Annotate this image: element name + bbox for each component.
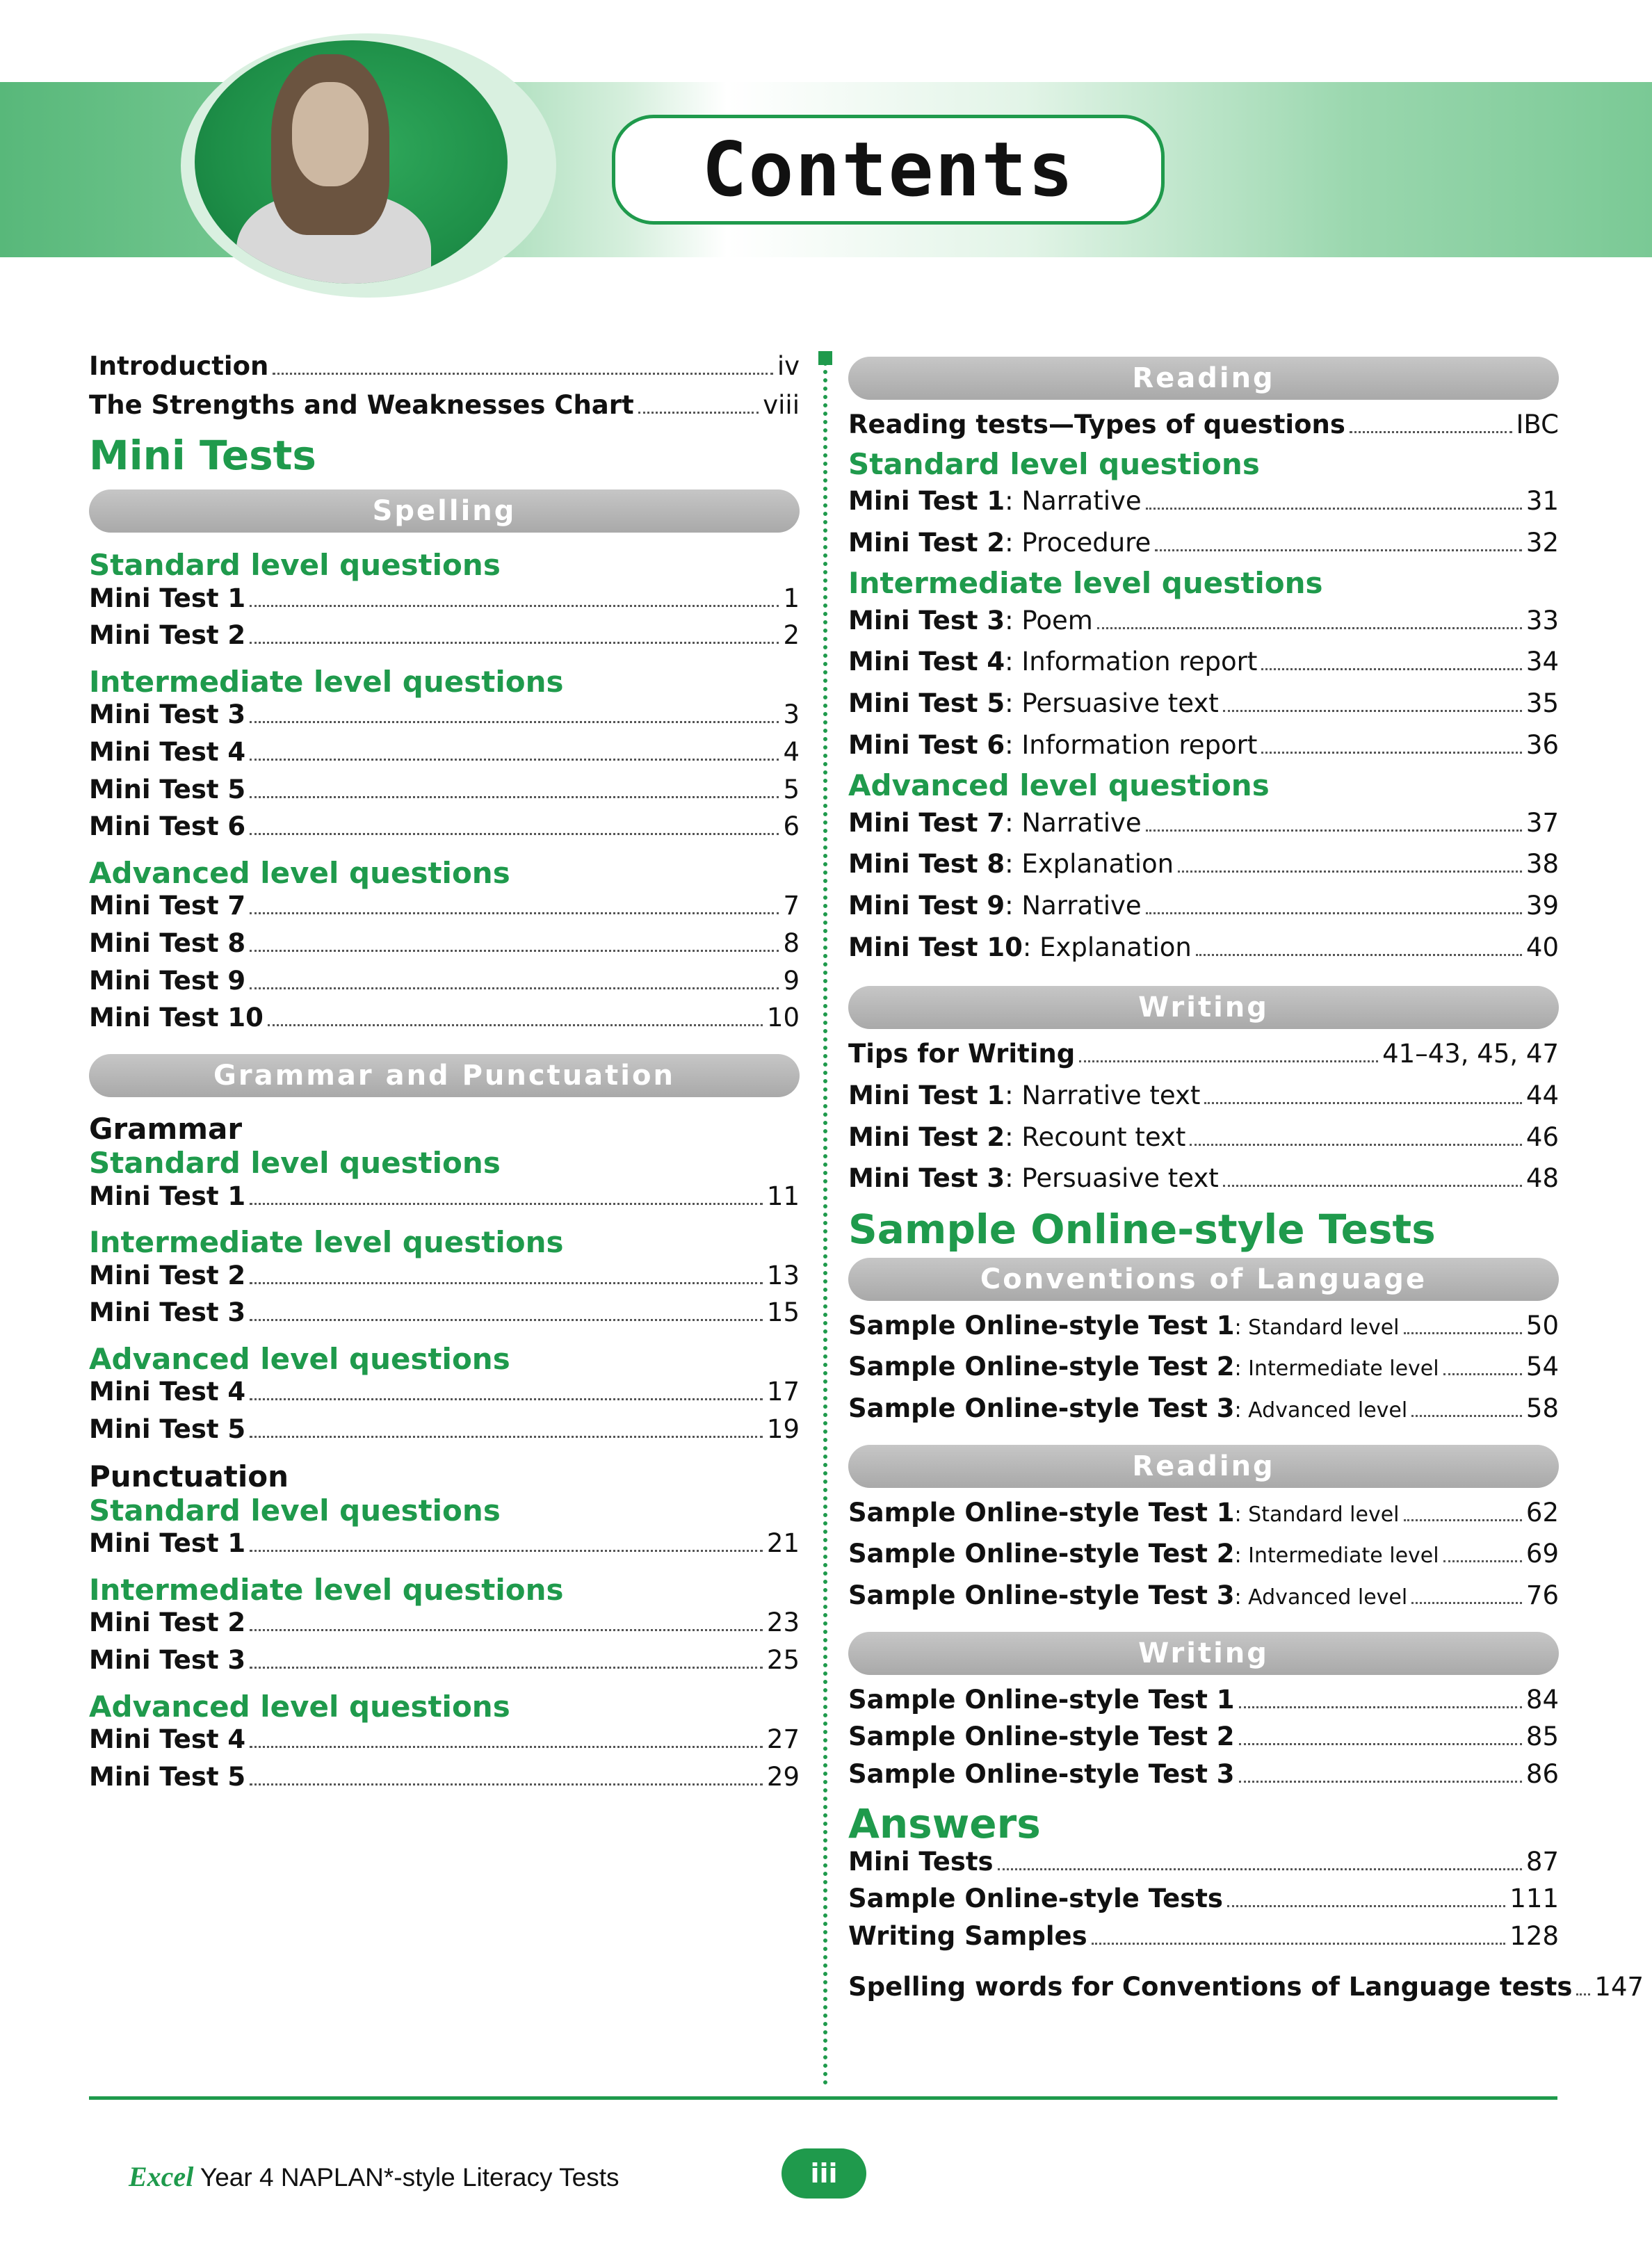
entry-subtitle: : Advanced level bbox=[1234, 1585, 1408, 1610]
leader-dots bbox=[1404, 1519, 1522, 1521]
pill-grammar-punctuation: Grammar and Punctuation bbox=[89, 1054, 800, 1097]
entry-page: 76 bbox=[1525, 1580, 1559, 1611]
leader-dots bbox=[1190, 1144, 1522, 1146]
section-title-answers: Answers bbox=[848, 1799, 1041, 1847]
toc-entry[interactable] bbox=[848, 1163, 1559, 1194]
entry-page: 62 bbox=[1525, 1497, 1559, 1528]
leader-dots bbox=[1223, 710, 1522, 712]
toc-entry[interactable] bbox=[848, 1884, 1559, 1914]
entry-page: 11 bbox=[766, 1181, 800, 1211]
leader-dots bbox=[250, 912, 779, 914]
entry-label: Mini Test 3 bbox=[89, 699, 246, 730]
leader-dots bbox=[1261, 752, 1522, 754]
leader-dots bbox=[1443, 1373, 1522, 1375]
leader-dots bbox=[1239, 1743, 1522, 1745]
page-title-box bbox=[612, 115, 1165, 225]
entry-page: 37 bbox=[1525, 807, 1559, 838]
level-heading: Advanced level questions bbox=[89, 1341, 510, 1376]
entry-label: Spelling words for Conventions of Language tests bbox=[848, 1972, 1573, 2002]
leader-dots bbox=[250, 1398, 763, 1400]
leader-dots bbox=[1146, 912, 1522, 914]
entry-page: 87 bbox=[1525, 1846, 1559, 1877]
leader-dots bbox=[1155, 549, 1522, 551]
entry-label: Sample Online-style Test 3 bbox=[848, 1759, 1235, 1790]
leader-dots bbox=[1411, 1602, 1522, 1604]
toc-entry[interactable] bbox=[848, 1722, 1559, 1752]
toc-entry[interactable] bbox=[848, 1498, 1559, 1528]
leader-dots bbox=[1227, 1905, 1505, 1907]
entry-subtitle: : Recount text bbox=[1005, 1122, 1186, 1152]
entry-page: 36 bbox=[1525, 729, 1559, 760]
toc-entry[interactable] bbox=[89, 891, 800, 921]
leader-dots bbox=[638, 412, 759, 414]
entry-label: Mini Test 1 bbox=[848, 486, 1005, 517]
entry-page: 35 bbox=[1525, 688, 1559, 719]
toc-entry[interactable] bbox=[89, 390, 800, 421]
entry-page: 31 bbox=[1525, 486, 1559, 517]
entry-page: 21 bbox=[766, 1528, 800, 1559]
leader-dots bbox=[1411, 1415, 1522, 1417]
level-heading: Intermediate level questions bbox=[848, 566, 1323, 601]
entry-label: Sample Online-style Test 2 bbox=[848, 1539, 1235, 1569]
entry-page: 23 bbox=[766, 1608, 800, 1638]
toc-entry[interactable] bbox=[848, 1393, 1559, 1424]
entry-label: Mini Test 4 bbox=[848, 647, 1005, 677]
toc-entry[interactable] bbox=[848, 1352, 1559, 1382]
entry-label: Mini Test 4 bbox=[89, 1377, 246, 1407]
entry-label: Mini Test 4 bbox=[89, 736, 246, 767]
toc-entry[interactable] bbox=[848, 1539, 1559, 1569]
leader-dots bbox=[1092, 1943, 1506, 1945]
toc-entry[interactable] bbox=[848, 1759, 1559, 1790]
entry-label: Mini Test 4 bbox=[89, 1724, 246, 1755]
entry-label: The Strengths and Weaknesses Chart bbox=[89, 389, 634, 420]
entry-label: Mini Test 5 bbox=[848, 688, 1005, 719]
toc-entry[interactable] bbox=[89, 1724, 800, 1755]
toc-entry[interactable] bbox=[89, 583, 800, 614]
section-title-mini-tests: Mini Tests bbox=[89, 432, 316, 480]
entry-label: Sample Online-style Test 1 bbox=[848, 1310, 1235, 1341]
subheading-punctuation: Punctuation bbox=[89, 1459, 289, 1493]
entry-label: Sample Online-style Test 3 bbox=[848, 1580, 1235, 1611]
entry-label: Mini Test 2 bbox=[848, 1122, 1005, 1152]
entry-label: Tips for Writing bbox=[848, 1039, 1076, 1069]
entry-label: Mini Test 2 bbox=[89, 620, 246, 651]
entry-page: 8 bbox=[783, 928, 800, 958]
leader-dots bbox=[250, 833, 779, 835]
entry-page: 32 bbox=[1525, 527, 1559, 558]
leader-dots bbox=[273, 373, 772, 375]
entry-label: Mini Test 1 bbox=[89, 1528, 246, 1559]
pill-sample-writing: Writing bbox=[848, 1632, 1559, 1675]
entry-label: Mini Test 7 bbox=[848, 807, 1005, 838]
entry-label: Mini Test 10 bbox=[848, 932, 1023, 962]
entry-subtitle: : Intermediate level bbox=[1234, 1357, 1439, 1382]
leader-dots bbox=[1146, 508, 1522, 510]
entry-subtitle: : Narrative bbox=[1005, 486, 1142, 517]
leader-dots bbox=[250, 950, 779, 952]
toc-entry[interactable] bbox=[848, 1039, 1559, 1069]
entry-page: 38 bbox=[1525, 849, 1559, 880]
subheading-grammar: Grammar bbox=[89, 1111, 243, 1146]
leader-dots bbox=[1146, 829, 1522, 832]
toc-entry[interactable] bbox=[89, 966, 800, 996]
entry-label: Mini Test 6 bbox=[89, 811, 246, 842]
level-heading: Intermediate level questions bbox=[89, 1225, 564, 1260]
footer-brand: Excel bbox=[129, 2161, 194, 2192]
entry-page: 85 bbox=[1525, 1722, 1559, 1752]
entry-subtitle: : Persuasive text bbox=[1005, 1163, 1219, 1194]
leader-dots bbox=[1261, 668, 1522, 670]
entry-page: 33 bbox=[1525, 605, 1559, 635]
toc-entry[interactable] bbox=[89, 1608, 800, 1638]
entry-page: 5 bbox=[783, 774, 800, 804]
footer-book-title: Year 4 NAPLAN*-style Literacy Tests bbox=[193, 2163, 620, 2192]
entry-page: 39 bbox=[1525, 891, 1559, 921]
entry-page: 29 bbox=[766, 1761, 800, 1792]
toc-entry[interactable] bbox=[848, 849, 1559, 880]
toc-entry[interactable] bbox=[848, 808, 1559, 839]
pill-reading: Reading bbox=[848, 357, 1559, 400]
entry-page: 50 bbox=[1525, 1310, 1559, 1341]
entry-page: 3 bbox=[783, 699, 800, 730]
entry-label: Mini Test 9 bbox=[848, 891, 1005, 921]
entry-label: Sample Online-style Test 1 bbox=[848, 1684, 1235, 1715]
entry-label: Mini Test 1 bbox=[89, 583, 246, 613]
toc-entry[interactable] bbox=[89, 1377, 800, 1407]
level-heading: Standard level questions bbox=[89, 1146, 501, 1181]
toc-entry[interactable] bbox=[848, 1580, 1559, 1611]
toc-entry[interactable] bbox=[89, 1528, 800, 1559]
entry-subtitle: : Explanation bbox=[1005, 849, 1174, 880]
toc-entry[interactable] bbox=[848, 1921, 1559, 1952]
entry-page: IBC bbox=[1516, 410, 1559, 439]
entry-subtitle: : Procedure bbox=[1005, 527, 1151, 558]
leader-dots bbox=[250, 987, 779, 989]
level-heading: Advanced level questions bbox=[89, 1689, 510, 1724]
leader-dots bbox=[250, 642, 779, 644]
toc-entry[interactable] bbox=[89, 351, 800, 382]
toc-entry[interactable] bbox=[848, 1972, 1644, 2002]
leader-dots bbox=[1443, 1560, 1522, 1562]
toc-entry[interactable] bbox=[848, 1122, 1559, 1153]
toc-entry[interactable] bbox=[848, 410, 1559, 440]
page-number-badge: iii bbox=[782, 2148, 866, 2199]
level-heading: Standard level questions bbox=[89, 1493, 501, 1528]
entry-page: 25 bbox=[766, 1644, 800, 1675]
leader-dots bbox=[1239, 1706, 1522, 1708]
toc-entry[interactable] bbox=[848, 730, 1559, 761]
leader-dots bbox=[250, 1629, 763, 1631]
entry-page: 48 bbox=[1525, 1163, 1559, 1194]
toc-entry[interactable] bbox=[89, 1414, 800, 1445]
toc-entry[interactable] bbox=[848, 528, 1559, 558]
pill-sample-reading: Reading bbox=[848, 1445, 1559, 1488]
entry-label: Sample Online-style Test 2 bbox=[848, 1722, 1235, 1752]
toc-entry[interactable] bbox=[89, 699, 800, 730]
leader-dots bbox=[250, 721, 779, 723]
entry-label: Mini Test 5 bbox=[89, 1414, 246, 1444]
entry-label: Mini Test 5 bbox=[89, 774, 246, 804]
toc-entry[interactable] bbox=[89, 1297, 800, 1328]
level-heading: Intermediate level questions bbox=[89, 664, 564, 699]
entry-subtitle: : Narrative bbox=[1005, 807, 1142, 838]
pill-writing: Writing bbox=[848, 986, 1559, 1029]
toc-entry[interactable] bbox=[848, 486, 1559, 517]
leader-dots bbox=[1404, 1332, 1522, 1334]
entry-subtitle: : Intermediate level bbox=[1234, 1544, 1439, 1569]
entry-page: 69 bbox=[1525, 1539, 1559, 1569]
toc-entry[interactable] bbox=[89, 737, 800, 768]
entry-page: 13 bbox=[766, 1260, 800, 1290]
toc-entry[interactable] bbox=[848, 606, 1559, 636]
entry-label: Mini Test 2 bbox=[89, 1260, 246, 1290]
leader-dots bbox=[250, 605, 779, 607]
entry-label: Mini Test 3 bbox=[848, 1163, 1005, 1194]
entry-label: Mini Tests bbox=[848, 1846, 994, 1877]
leader-dots bbox=[268, 1024, 763, 1026]
leader-dots bbox=[250, 1783, 763, 1786]
entry-page: 41–43, 45, 47 bbox=[1382, 1039, 1559, 1069]
level-heading: Advanced level questions bbox=[89, 855, 510, 890]
entry-subtitle: : Advanced level bbox=[1234, 1398, 1408, 1423]
leader-dots bbox=[250, 1203, 763, 1205]
entry-subtitle: : Narrative bbox=[1005, 891, 1142, 921]
leader-dots bbox=[1097, 627, 1522, 629]
entry-page: 15 bbox=[766, 1297, 800, 1328]
toc-entry[interactable] bbox=[848, 1847, 1559, 1877]
toc-entry[interactable] bbox=[848, 1080, 1559, 1111]
entry-page: iv bbox=[777, 351, 800, 381]
column-divider bbox=[823, 362, 827, 2086]
entry-label: Mini Test 1 bbox=[89, 1181, 246, 1211]
leader-dots bbox=[1223, 1185, 1522, 1187]
entry-label: Mini Test 10 bbox=[89, 1003, 264, 1033]
leader-dots bbox=[250, 1550, 763, 1552]
entry-page: viii bbox=[763, 389, 800, 420]
entry-page: 54 bbox=[1525, 1352, 1559, 1382]
entry-subtitle: : Information report bbox=[1005, 647, 1258, 677]
footer-rule bbox=[89, 2096, 1557, 2100]
entry-label: Mini Test 2 bbox=[848, 527, 1005, 558]
entry-page: 7 bbox=[783, 891, 800, 921]
entry-page: 40 bbox=[1525, 932, 1559, 962]
entry-label: Mini Test 2 bbox=[89, 1608, 246, 1638]
entry-page: 1 bbox=[783, 583, 800, 613]
entry-label: Mini Test 3 bbox=[89, 1644, 246, 1675]
toc-entry[interactable] bbox=[89, 620, 800, 651]
entry-subtitle: : Persuasive text bbox=[1005, 688, 1219, 719]
entry-subtitle: : Standard level bbox=[1234, 1315, 1400, 1340]
level-heading: Standard level questions bbox=[848, 446, 1260, 481]
toc-entry[interactable] bbox=[89, 1003, 800, 1033]
entry-label: Mini Test 3 bbox=[848, 605, 1005, 635]
section-title-sample-tests: Sample Online-style Tests bbox=[848, 1206, 1436, 1254]
page-title: Contents bbox=[702, 126, 1075, 213]
toc-entry[interactable] bbox=[848, 647, 1559, 677]
toc-entry[interactable] bbox=[848, 932, 1559, 963]
leader-dots bbox=[250, 1667, 763, 1669]
entry-page: 58 bbox=[1525, 1393, 1559, 1424]
leader-dots bbox=[250, 759, 779, 761]
toc-entry[interactable] bbox=[89, 1645, 800, 1676]
entry-page: 34 bbox=[1525, 647, 1559, 677]
level-heading: Intermediate level questions bbox=[89, 1572, 564, 1607]
entry-subtitle: : Narrative text bbox=[1005, 1080, 1201, 1111]
leader-dots bbox=[1178, 871, 1522, 873]
entry-page: 147 bbox=[1594, 1972, 1644, 2002]
entry-label: Mini Test 8 bbox=[848, 849, 1005, 880]
footer-title bbox=[129, 2160, 619, 2193]
entry-label: Sample Online-style Test 2 bbox=[848, 1352, 1235, 1382]
entry-subtitle: : Information report bbox=[1005, 729, 1258, 760]
entry-label: Mini Test 1 bbox=[848, 1080, 1005, 1111]
entry-label: Sample Online-style Test 1 bbox=[848, 1497, 1235, 1528]
leader-dots bbox=[998, 1868, 1522, 1870]
entry-label: Mini Test 3 bbox=[89, 1297, 246, 1328]
entry-label: Introduction bbox=[89, 351, 269, 381]
leader-dots bbox=[1576, 1993, 1590, 1995]
entry-page: 27 bbox=[766, 1724, 800, 1755]
photo-face-shape bbox=[292, 82, 369, 186]
student-photo bbox=[195, 40, 508, 284]
entry-page: 86 bbox=[1525, 1759, 1559, 1790]
entry-page: 46 bbox=[1525, 1122, 1559, 1152]
right-column bbox=[848, 351, 1644, 2002]
leader-dots bbox=[1196, 954, 1522, 956]
leader-dots bbox=[250, 1319, 763, 1321]
leader-dots bbox=[250, 1746, 763, 1748]
leader-dots bbox=[1079, 1060, 1378, 1062]
entry-page: 111 bbox=[1509, 1884, 1559, 1914]
entry-subtitle: : Standard level bbox=[1234, 1502, 1400, 1527]
toc-entry[interactable] bbox=[89, 928, 800, 959]
entry-page: 44 bbox=[1525, 1080, 1559, 1111]
entry-page: 4 bbox=[783, 736, 800, 767]
level-heading: Standard level questions bbox=[89, 548, 501, 583]
level-heading: Advanced level questions bbox=[848, 768, 1270, 803]
leader-dots bbox=[1239, 1781, 1522, 1783]
pill-spelling: Spelling bbox=[89, 489, 800, 533]
entry-page: 17 bbox=[766, 1377, 800, 1407]
entry-label: Sample Online-style Test 3 bbox=[848, 1393, 1235, 1424]
entry-label: Reading tests—Types of questions bbox=[848, 410, 1345, 439]
left-column bbox=[89, 351, 800, 1792]
leader-dots bbox=[250, 796, 779, 798]
entry-label: Mini Test 8 bbox=[89, 928, 246, 958]
entry-page: 128 bbox=[1509, 1920, 1559, 1951]
leader-dots bbox=[1204, 1102, 1521, 1104]
entry-label: Sample Online-style Tests bbox=[848, 1884, 1223, 1914]
pill-conventions: Conventions of Language bbox=[848, 1258, 1559, 1301]
toc-entry[interactable] bbox=[848, 1311, 1559, 1341]
toc-entry[interactable] bbox=[89, 1181, 800, 1212]
toc-entry[interactable] bbox=[848, 891, 1559, 921]
entry-page: 2 bbox=[783, 620, 800, 651]
entry-page: 6 bbox=[783, 811, 800, 842]
entry-label: Mini Test 6 bbox=[848, 729, 1005, 760]
entry-label: Writing Samples bbox=[848, 1920, 1087, 1951]
leader-dots bbox=[250, 1436, 763, 1438]
leader-dots bbox=[1350, 431, 1512, 433]
toc-entry[interactable] bbox=[89, 811, 800, 842]
leader-dots bbox=[250, 1282, 763, 1284]
toc-entry[interactable] bbox=[89, 1261, 800, 1291]
entry-page: 84 bbox=[1525, 1684, 1559, 1715]
toc-entry[interactable] bbox=[89, 775, 800, 805]
entry-label: Mini Test 7 bbox=[89, 891, 246, 921]
toc-entry[interactable] bbox=[848, 688, 1559, 719]
entry-page: 9 bbox=[783, 965, 800, 996]
entry-label: Mini Test 9 bbox=[89, 965, 246, 996]
entry-page: 10 bbox=[766, 1003, 800, 1033]
entry-subtitle: : Poem bbox=[1005, 605, 1093, 635]
entry-page: 19 bbox=[766, 1414, 800, 1444]
toc-entry[interactable] bbox=[848, 1685, 1559, 1715]
entry-label: Mini Test 5 bbox=[89, 1761, 246, 1792]
entry-subtitle: : Explanation bbox=[1022, 932, 1192, 962]
toc-entry[interactable] bbox=[89, 1762, 800, 1792]
